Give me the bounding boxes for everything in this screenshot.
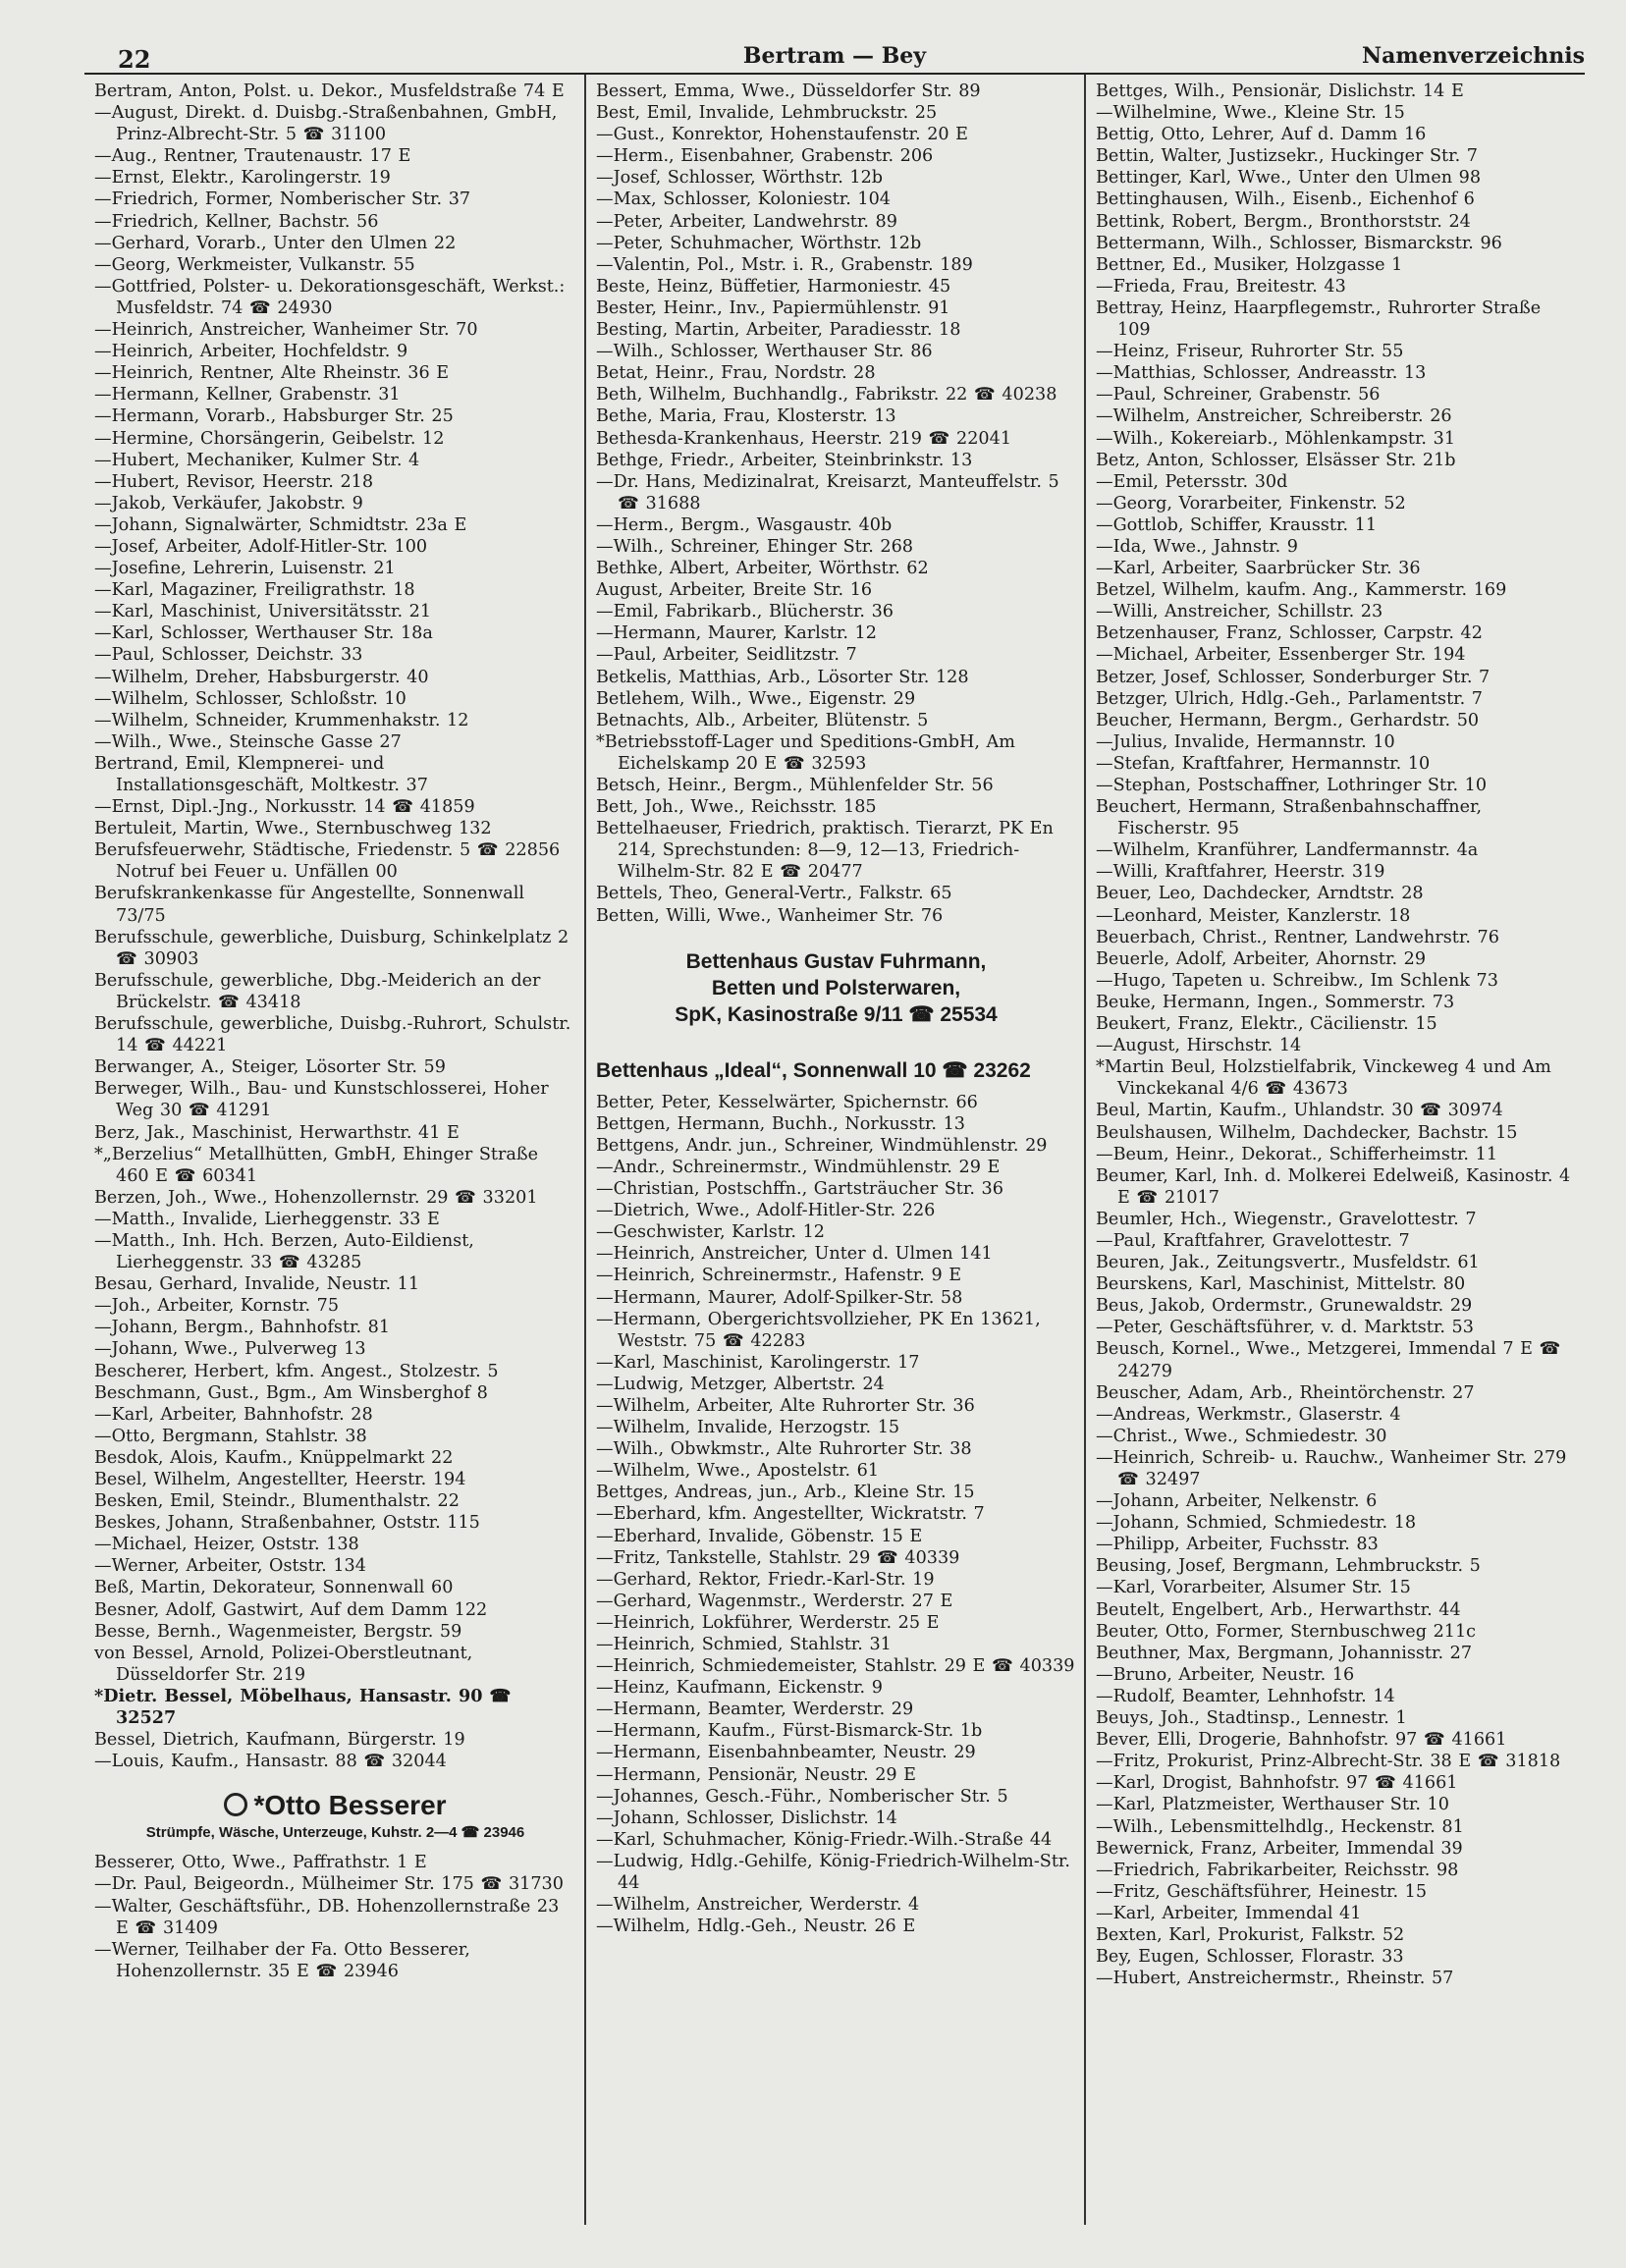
directory-entry: —Emil, Fabrikarb., Blücherstr. 36 bbox=[596, 602, 894, 622]
directory-entry: Betsch, Heinr., Bergm., Mühlenfelder Str. 56 bbox=[596, 776, 994, 795]
advertisement bbox=[94, 1790, 576, 1821]
directory-entry: —Philipp, Arbeiter, Fuchsstr. 83 bbox=[1096, 1535, 1379, 1555]
directory-entry: —Peter, Geschäftsführer, v. d. Marktstr. 53 bbox=[1096, 1318, 1474, 1338]
directory-entry: Bettermann, Wilh., Schlosser, Bismarckstr. 96 bbox=[1096, 233, 1502, 253]
directory-entry: Berufsfeuerwehr, Städtische, Friedenstr. 5 ☎ 22856 Notruf bei Feuer u. Unfällen 00 bbox=[94, 840, 561, 883]
directory-entry: Bettels, Theo, General-Vertr., Falkstr. 65 bbox=[596, 884, 952, 904]
directory-entry: —Ludwig, Metzger, Albertstr. 24 bbox=[596, 1374, 885, 1394]
directory-entry: Berz, Jak., Maschinist, Herwarthstr. 41 E bbox=[94, 1122, 460, 1143]
directory-entry: Beul, Martin, Kaufm., Uhlandstr. 30 ☎ 30974 bbox=[1096, 1101, 1503, 1121]
directory-entry: Betten, Willi, Wwe., Wanheimer Str. 76 bbox=[596, 905, 944, 926]
directory-entry: —Heinrich, Lokführer, Werderstr. 25 E bbox=[596, 1612, 940, 1633]
directory-entry: —Willi, Kraftfahrer, Heerstr. 319 bbox=[1096, 862, 1385, 883]
directory-entry: Bester, Heinr., Inv., Papiermühlenstr. 91 bbox=[596, 297, 950, 318]
directory-entry: —Paul, Schreiner, Grabenstr. 56 bbox=[1096, 385, 1381, 405]
directory-entry: Beus, Jakob, Ordermstr., Grunewaldstr. 29 bbox=[1096, 1296, 1473, 1317]
directory-entry: —Stephan, Postschaffner, Lothringer Str. 10 bbox=[1096, 776, 1488, 795]
directory-entry: Besting, Martin, Arbeiter, Paradiesstr. 18 bbox=[596, 320, 961, 341]
directory-entry: —Hubert, Mechaniker, Kulmer Str. 4 bbox=[94, 450, 420, 470]
directory-entry: Berufsschule, gewerbliche, Duisbg.-Ruhrort, Schulstr. 14 ☎ 44221 bbox=[94, 1014, 571, 1056]
directory-entry: Bettner, Ed., Musiker, Holzgasse 1 bbox=[1096, 254, 1403, 275]
brand-ring-icon bbox=[224, 1793, 247, 1816]
directory-entry: —Friedrich, Former, Nomberischer Str. 37 bbox=[94, 189, 471, 210]
directory-entry: —Hugo, Tapeten u. Schreibw., Im Schlenk 73 bbox=[1096, 970, 1498, 991]
directory-entry: —Fritz, Tankstelle, Stahlstr. 29 ☎ 40339 bbox=[596, 1547, 960, 1568]
directory-entry: —Heinrich, Schreib- u. Rauchw., Wanheimer Str. 279 ☎ 32497 bbox=[1096, 1447, 1567, 1489]
directory-entry: Beutelt, Engelbert, Arb., Herwarthstr. 44 bbox=[1096, 1599, 1461, 1620]
directory-entry: Beste, Heinz, Büffetier, Harmoniestr. 45 bbox=[596, 276, 951, 297]
directory-entry: *Dietr. Bessel, Möbelhaus, Hansastr. 90 ☎ 32527 bbox=[94, 1685, 512, 1729]
directory-entry: —Eberhard, Invalide, Göbenstr. 15 E bbox=[596, 1526, 923, 1546]
directory-entry: —Wilhelm, Schlosser, Schloßstr. 10 bbox=[94, 688, 406, 709]
directory-entry: Beuthner, Max, Bergmann, Johannisstr. 27 bbox=[1096, 1643, 1473, 1663]
directory-entry: —Heinz, Friseur, Ruhrorter Str. 55 bbox=[1096, 342, 1404, 362]
directory-entry: Beß, Martin, Dekorateur, Sonnenwall 60 bbox=[94, 1578, 454, 1598]
directory-entry: Betzel, Wilhelm, kaufm. Ang., Kammerstr. 169 bbox=[1096, 580, 1507, 601]
directory-entry: —Ernst, Dipl.-Jng., Norkusstr. 14 ☎ 41859 bbox=[94, 797, 475, 818]
directory-entry: —Wilhelm, Anstreicher, Schreiberstr. 26 bbox=[1096, 406, 1452, 427]
directory-entry: —Paul, Kraftfahrer, Gravelottestr. 7 bbox=[1096, 1230, 1410, 1251]
directory-entry: —Hubert, Revisor, Heerstr. 218 bbox=[94, 471, 374, 492]
page-number: 22 bbox=[118, 45, 151, 74]
directory-entry: —Andreas, Werkmstr., Glaserstr. 4 bbox=[1096, 1404, 1401, 1425]
directory-entry: Best, Emil, Invalide, Lehmbruckstr. 25 bbox=[596, 103, 938, 124]
directory-entry: August, Arbeiter, Breite Str. 16 bbox=[596, 580, 873, 601]
directory-entry: —Christian, Postschffn., Gartsträucher Str. 36 bbox=[596, 1179, 1003, 1200]
directory-entry: Bey, Eugen, Schlosser, Florastr. 33 bbox=[1096, 1947, 1404, 1968]
directory-entry: —Gerhard, Wagenmstr., Werderstr. 27 E bbox=[596, 1591, 953, 1611]
directory-entry: Berweger, Wilh., Bau- und Kunstschlosserei, Hoher Weg 30 ☎ 41291 bbox=[94, 1079, 549, 1121]
directory-entry: Besel, Wilhelm, Angestellter, Heerstr. 194 bbox=[94, 1470, 466, 1489]
directory-entry: —Josefine, Lehrerin, Luisenstr. 21 bbox=[94, 559, 396, 579]
directory-entry: —Gottfried, Polster- u. Dekorationsgeschäft, Werkst.: Musfeldstr. 74 ☎ 24930 bbox=[94, 276, 566, 318]
directory-entry: —Joh., Arbeiter, Kornstr. 75 bbox=[94, 1296, 340, 1317]
directory-entry: —Wilh., Lebensmittelhdlg., Heckenstr. 81 bbox=[1096, 1816, 1464, 1837]
directory-entry: Bettgens, Andr. jun., Schreiner, Windmühlenstr. 29 bbox=[596, 1135, 1048, 1156]
column-2 bbox=[584, 75, 1084, 2225]
directory-entry: —Johannes, Gesch.-Führ., Nomberischer Str. 5 bbox=[596, 1786, 1008, 1807]
directory-entry: —Walter, Geschäftsführ., DB. Hohenzollernstraße 23 E ☎ 31409 bbox=[94, 1896, 560, 1938]
directory-entry: Bever, Elli, Drogerie, Bahnhofstr. 97 ☎ 41661 bbox=[1096, 1730, 1507, 1751]
directory-entry: —Wilhelm, Invalide, Herzogstr. 15 bbox=[596, 1418, 900, 1438]
directory-entry: —Hubert, Anstreichermstr., Rheinstr. 57 bbox=[1096, 1969, 1454, 1989]
directory-entry: —Karl, Magaziner, Freiligrathstr. 18 bbox=[94, 580, 415, 601]
directory-entry: —Peter, Schuhmacher, Wörthstr. 12b bbox=[596, 233, 922, 253]
directory-entry: —Karl, Arbeiter, Saarbrücker Str. 36 bbox=[1096, 559, 1421, 579]
directory-entry: Betlehem, Wilh., Wwe., Eigenstr. 29 bbox=[596, 688, 916, 709]
directory-entry: —Ludwig, Hdlg.-Gehilfe, König-Friedrich-Wilhelm-Str. 44 bbox=[596, 1851, 1070, 1894]
directory-entry: —Friedrich, Fabrikarbeiter, Reichsstr. 98 bbox=[1096, 1860, 1459, 1880]
directory-entry: —Werner, Teilhaber der Fa. Otto Besserer, Hohenzollernstr. 35 E ☎ 23946 bbox=[94, 1939, 470, 1981]
directory-entry: Better, Peter, Kesselwärter, Spichernstr. 66 bbox=[596, 1092, 978, 1112]
directory-entry: Berufskrankenkasse für Angestellte, Sonnenwall 73/75 bbox=[94, 884, 524, 926]
directory-entry: —Johann, Wwe., Pulverweg 13 bbox=[94, 1339, 366, 1360]
directory-entry: —Hermann, Obergerichtsvollzieher, PK En 13621, Weststr. 75 ☎ 42283 bbox=[596, 1309, 1041, 1351]
directory-entry: —Heinrich, Schreinermstr., Hafenstr. 9 E bbox=[596, 1266, 962, 1286]
directory-entry: Bertrand, Emil, Klempnerei- und Installationsgeschäft, Moltkestr. 37 bbox=[94, 753, 428, 795]
directory-entry: *Betriebsstoff-Lager und Speditions-GmbH, Am Eichelskamp 20 E ☎ 32593 bbox=[596, 731, 1015, 774]
columns bbox=[84, 75, 1585, 2225]
directory-entry: —Fritz, Geschäftsführer, Heinestr. 15 bbox=[1096, 1881, 1428, 1902]
directory-entry: Betz, Anton, Schlosser, Elsässer Str. 21b bbox=[1096, 450, 1456, 470]
directory-entry: —Matthias, Schlosser, Andreasstr. 13 bbox=[1096, 363, 1427, 384]
directory-entry: —Max, Schlosser, Koloniestr. 104 bbox=[596, 189, 891, 210]
name-range: Bertram — Bey bbox=[742, 43, 927, 69]
directory-entry: Beth, Wilhelm, Buchhandlg., Fabrikstr. 22 ☎ 40238 bbox=[596, 385, 1057, 405]
directory-entry: Bettgen, Hermann, Buchh., Norkusstr. 13 bbox=[596, 1113, 965, 1134]
directory-entry: —Heinrich, Schmiedemeister, Stahlstr. 29 E ☎ 40339 bbox=[596, 1656, 1075, 1677]
directory-entry: Bewernick, Franz, Arbeiter, Immendal 39 bbox=[1096, 1838, 1463, 1859]
directory-entry: Beuke, Hermann, Ingen., Sommerstr. 73 bbox=[1096, 992, 1455, 1012]
directory-entry: —Eberhard, kfm. Angestellter, Wickratstr. 7 bbox=[596, 1504, 985, 1525]
directory-entry: Bethesda-Krankenhaus, Heerstr. 219 ☎ 22041 bbox=[596, 428, 1012, 449]
directory-entry: Bescherer, Herbert, kfm. Angest., Stolzestr. 5 bbox=[94, 1361, 499, 1381]
advertisement: Bettenhaus Gustav Fuhrmann, Betten und Polsterwaren, SpK, Kasinostraße 9/11 ☎ 25534 bbox=[675, 949, 998, 1026]
directory-entry: Besau, Gerhard, Invalide, Neustr. 11 bbox=[94, 1274, 420, 1295]
directory-entry: —Wilh., Kokereiarb., Möhlenkampstr. 31 bbox=[1096, 428, 1456, 449]
directory-entry: —Gerhard, Vorarb., Unter den Ulmen 22 bbox=[94, 233, 457, 253]
directory-entry: —Fritz, Prokurist, Prinz-Albrecht-Str. 38 E ☎ 31818 bbox=[1096, 1752, 1561, 1772]
directory-entry: —Wilh., Obwkmstr., Alte Ruhrorter Str. 38 bbox=[596, 1439, 972, 1460]
directory-entry: Beskes, Johann, Straßenbahner, Oststr. 115 bbox=[94, 1513, 480, 1534]
directory-entry: —Karl, Drogist, Bahnhofstr. 97 ☎ 41661 bbox=[1096, 1773, 1458, 1794]
directory-entry: —Louis, Kaufm., Hansastr. 88 ☎ 32044 bbox=[94, 1752, 447, 1772]
directory-entry: —Wilh., Schlosser, Werthauser Str. 86 bbox=[596, 342, 933, 362]
directory-entry: Bettink, Robert, Bergm., Bronthorststr. 24 bbox=[1096, 211, 1471, 232]
directory-entry: Beukert, Franz, Elektr., Cäcilienstr. 15 bbox=[1096, 1014, 1437, 1035]
directory-entry: —August, Hirschstr. 14 bbox=[1096, 1036, 1302, 1056]
directory-entry: Beumer, Karl, Inh. d. Molkerei Edelweiß, Kasinostr. 4 E ☎ 21017 bbox=[1096, 1165, 1571, 1208]
directory-entry: Beuer, Leo, Dachdecker, Arndtstr. 28 bbox=[1096, 884, 1424, 904]
directory-entry: —Dietrich, Wwe., Adolf-Hitler-Str. 226 bbox=[596, 1201, 936, 1221]
directory-entry: Bexten, Karl, Prokurist, Falkstr. 52 bbox=[1096, 1924, 1405, 1945]
column-1 bbox=[84, 75, 584, 2225]
directory-entry: —Valentin, Pol., Mstr. i. R., Grabenstr. 189 bbox=[596, 254, 973, 275]
directory-entry: Beschmann, Gust., Bgm., Am Winsberghof 8 bbox=[94, 1382, 488, 1403]
directory-entry: —Karl, Schlosser, Werthauser Str. 18a bbox=[94, 623, 433, 644]
directory-entry: Beuter, Otto, Former, Sternbuschweg 211c bbox=[1096, 1621, 1477, 1642]
directory-entry: Betzenhauser, Franz, Schlosser, Carpstr. 42 bbox=[1096, 623, 1483, 644]
directory-entry: —Andr., Schreinermstr., Windmühlenstr. 29 E bbox=[596, 1157, 1001, 1177]
directory-entry: —Hermann, Eisenbahnbeamter, Neustr. 29 bbox=[596, 1743, 976, 1763]
directory-entry: Bethge, Friedr., Arbeiter, Steinbrinkstr. 13 bbox=[596, 450, 973, 470]
directory-entry: —Wilhelmine, Wwe., Kleine Str. 15 bbox=[1096, 103, 1405, 124]
directory-entry: —Josef, Schlosser, Wörthstr. 12b bbox=[596, 168, 884, 189]
directory-entry: —Jakob, Verkäufer, Jakobstr. 9 bbox=[94, 493, 363, 513]
directory-entry: —Dr. Paul, Beigeordn., Mülheimer Str. 175 ☎ 31730 bbox=[94, 1874, 564, 1895]
directory-entry: —Karl, Arbeiter, Bahnhofstr. 28 bbox=[94, 1404, 373, 1425]
directory-entry: Betkelis, Matthias, Arb., Lösorter Str. 128 bbox=[596, 667, 969, 687]
directory-entry: —Ernst, Elektr., Karolingerstr. 19 bbox=[94, 168, 391, 189]
directory-entry: —Gerhard, Rektor, Friedr.-Karl-Str. 19 bbox=[596, 1569, 935, 1590]
directory-entry: —August, Direkt. d. Duisbg.-Straßenbahnen, GmbH, Prinz-Albrecht-Str. 5 ☎ 31100 bbox=[94, 103, 558, 145]
directory-entry: Beurskens, Karl, Maschinist, Mittelstr. 80 bbox=[1096, 1274, 1466, 1295]
directory-entry: —Matth., Inh. Hch. Berzen, Auto-Eildienst, Lierheggenstr. 33 ☎ 43285 bbox=[94, 1230, 474, 1273]
directory-entry: Beuys, Joh., Stadtinsp., Lennestr. 1 bbox=[1096, 1708, 1407, 1729]
page-header bbox=[84, 37, 1585, 74]
directory-entry: —Otto, Bergmann, Stahlstr. 38 bbox=[94, 1426, 367, 1446]
directory-entry: —Heinrich, Arbeiter, Hochfeldstr. 9 bbox=[94, 342, 408, 362]
directory-entry: —Rudolf, Beamter, Lehnhofstr. 14 bbox=[1096, 1686, 1395, 1706]
directory-entry: —Dr. Hans, Medizinalrat, Kreisarzt, Manteuffelstr. 5 ☎ 31688 bbox=[596, 471, 1059, 513]
directory-entry: von Bessel, Arnold, Polizei-Oberstleutnant, Düsseldorfer Str. 219 bbox=[94, 1643, 473, 1685]
directory-entry: —Stefan, Kraftfahrer, Hermannstr. 10 bbox=[1096, 753, 1431, 774]
directory-entry: —Johann, Arbeiter, Nelkenstr. 6 bbox=[1096, 1491, 1378, 1512]
directory-entry: Beuchert, Hermann, Straßenbahnschaffner, Fischerstr. 95 bbox=[1096, 797, 1483, 839]
directory-entry: —Hermine, Chorsängerin, Geibelstr. 12 bbox=[94, 428, 445, 449]
directory-entry: —Karl, Schuhmacher, König-Friedr.-Wilh.-Straße 44 bbox=[596, 1829, 1053, 1850]
directory-entry: Bettges, Andreas, jun., Arb., Kleine Str. 15 bbox=[596, 1483, 975, 1503]
column-3 bbox=[1084, 75, 1584, 2225]
directory-entry: —Heinrich, Schmied, Stahlstr. 31 bbox=[596, 1635, 892, 1654]
directory-entry: —Hermann, Maurer, Adolf-Spilker-Str. 58 bbox=[596, 1287, 963, 1308]
directory-entry: Betnachts, Alb., Arbeiter, Blütenstr. 5 bbox=[596, 710, 929, 730]
directory-entry: —Karl, Maschinist, Karolingerstr. 17 bbox=[596, 1352, 920, 1373]
directory-entry: —Werner, Arbeiter, Oststr. 134 bbox=[94, 1556, 366, 1577]
directory-entry: —Michael, Heizer, Oststr. 138 bbox=[94, 1535, 359, 1555]
directory-entry: Besserer, Otto, Wwe., Paffrathstr. 1 E bbox=[94, 1853, 427, 1873]
directory-entry: —Wilh., Schreiner, Ehinger Str. 268 bbox=[596, 536, 913, 557]
directory-entry: —Wilhelm, Wwe., Apostelstr. 61 bbox=[596, 1461, 880, 1482]
advertisement: Strümpfe, Wäsche, Unterzeuge, Kuhstr. 2—4 ☎ 23946 bbox=[145, 1824, 525, 1842]
directory-entry: —Hermann, Kaufm., Fürst-Bismarck-Str. 1b bbox=[596, 1721, 983, 1742]
directory-entry: Betat, Heinr., Frau, Nordstr. 28 bbox=[596, 363, 876, 384]
directory-entry: *Martin Beul, Holzstielfabrik, Vinckeweg 4 und Am Vinckekanal 4/6 ☎ 43673 bbox=[1096, 1057, 1551, 1100]
directory-entry: Bettray, Heinz, Haarpflegemstr., Ruhrorter Straße 109 bbox=[1096, 297, 1542, 341]
directory-entry: Bettinghausen, Wilh., Eisenb., Eichenhof 6 bbox=[1096, 189, 1475, 210]
directory-entry: Bessel, Dietrich, Kaufmann, Bürgerstr. 19 bbox=[94, 1730, 465, 1751]
directory-entry: —Johann, Bergm., Bahnhofstr. 81 bbox=[94, 1318, 391, 1338]
directory-entry: —Peter, Arbeiter, Landwehrstr. 89 bbox=[596, 211, 897, 232]
advertisement-name: *Otto Besserer bbox=[253, 1790, 447, 1821]
directory-entry: —Hermann, Pensionär, Neustr. 29 E bbox=[596, 1764, 917, 1785]
directory-entry: —Leonhard, Meister, Kanzlerstr. 18 bbox=[1096, 905, 1411, 926]
directory-entry: —Julius, Invalide, Hermannstr. 10 bbox=[1096, 731, 1395, 752]
directory-entry: —Paul, Arbeiter, Seidlitzstr. 7 bbox=[596, 645, 857, 666]
directory-entry: —Heinrich, Anstreicher, Unter d. Ulmen 141 bbox=[596, 1244, 993, 1265]
directory-entry: Betzger, Ulrich, Hdlg.-Geh., Parlamentstr. 7 bbox=[1096, 688, 1483, 709]
directory-entry: —Gottlob, Schiffer, Krausstr. 11 bbox=[1096, 514, 1378, 535]
directory-entry: —Heinrich, Rentner, Alte Rheinstr. 36 E bbox=[94, 363, 450, 384]
directory-entry: Betzer, Josef, Schlosser, Sonderburger Str. 7 bbox=[1096, 667, 1490, 687]
directory-entry: —Friedrich, Kellner, Bachstr. 56 bbox=[94, 211, 379, 232]
directory-entry: —Heinrich, Anstreicher, Wanheimer Str. 70 bbox=[94, 320, 478, 341]
directory-entry: —Ida, Wwe., Jahnstr. 9 bbox=[1096, 536, 1298, 557]
directory-entry: —Hermann, Vorarb., Habsburger Str. 25 bbox=[94, 406, 454, 427]
directory-entry: Beuerbach, Christ., Rentner, Landwehrstr. 76 bbox=[1096, 927, 1499, 947]
directory-entry: Besse, Bernh., Wagenmeister, Bergstr. 59 bbox=[94, 1621, 462, 1642]
directory-entry: Beulshausen, Wilhelm, Dachdecker, Bachstr. 15 bbox=[1096, 1122, 1518, 1143]
directory-entry: —Heinz, Kaufmann, Eickenstr. 9 bbox=[596, 1678, 883, 1699]
directory-entry: *„Berzelius“ Metallhütten, GmbH, Ehinger Straße 460 E ☎ 60341 bbox=[94, 1144, 539, 1186]
directory-entry: Bettinger, Karl, Wwe., Unter den Ulmen 98 bbox=[1096, 168, 1482, 189]
directory-entry: Bettges, Wilh., Pensionär, Dislichstr. 14 E bbox=[1096, 81, 1464, 101]
directory-entry: —Karl, Arbeiter, Immendal 41 bbox=[1096, 1903, 1362, 1923]
directory-entry: —Johann, Signalwärter, Schmidtstr. 23a E bbox=[94, 514, 467, 535]
directory-entry: —Wilhelm, Arbeiter, Alte Ruhrorter Str. 36 bbox=[596, 1395, 975, 1416]
directory-entry: —Georg, Vorarbeiter, Finkenstr. 52 bbox=[1096, 493, 1406, 513]
directory-entry: —Willi, Anstreicher, Schillstr. 23 bbox=[1096, 602, 1383, 622]
directory-entry: Bett, Joh., Wwe., Reichsstr. 185 bbox=[596, 797, 877, 818]
directory-entry: —Wilhelm, Kranführer, Landfermannstr. 4a bbox=[1096, 840, 1479, 861]
directory-entry: —Hermann, Maurer, Karlstr. 12 bbox=[596, 623, 877, 644]
directory-entry: —Beum, Heinr., Dekorat., Schifferheimstr. 11 bbox=[1096, 1144, 1498, 1164]
directory-entry: Beumler, Hch., Wiegenstr., Gravelottestr. 7 bbox=[1096, 1209, 1477, 1229]
directory-entry: Beucher, Hermann, Bergm., Gerhardstr. 50 bbox=[1096, 710, 1480, 730]
directory-entry: —Wilhelm, Dreher, Habsburgerstr. 40 bbox=[94, 667, 429, 687]
directory-entry: Bettin, Walter, Justizsekr., Huckinger Str. 7 bbox=[1096, 146, 1478, 167]
directory-entry: —Gust., Konrektor, Hohenstaufenstr. 20 E bbox=[596, 125, 969, 145]
directory-entry: Beuscher, Adam, Arb., Rheintörchenstr. 27 bbox=[1096, 1382, 1475, 1403]
directory-entry: —Matth., Invalide, Lierheggenstr. 33 E bbox=[94, 1209, 440, 1229]
directory-entry: Beusch, Kornel., Wwe., Metzgerei, Immendal 7 E ☎ 24279 bbox=[1096, 1339, 1561, 1381]
directory-entry: —Wilhelm, Schneider, Krummenhakstr. 12 bbox=[94, 710, 469, 730]
directory-entry: —Geschwister, Karlstr. 12 bbox=[596, 1222, 825, 1243]
directory-entry: Besken, Emil, Steindr., Blumenthalstr. 22 bbox=[94, 1491, 460, 1512]
directory-entry: —Karl, Platzmeister, Werthauser Str. 10 bbox=[1096, 1795, 1449, 1815]
directory-entry: —Karl, Vorarbeiter, Alsumer Str. 15 bbox=[1096, 1578, 1411, 1598]
directory-entry: Berufsschule, gewerbliche, Duisburg, Schinkelplatz 2 ☎ 30903 bbox=[94, 927, 569, 969]
directory-entry: —Johann, Schlosser, Dislichstr. 14 bbox=[596, 1808, 897, 1828]
directory-entry: Bethe, Maria, Frau, Klosterstr. 13 bbox=[596, 406, 896, 427]
directory-entry: Beusing, Josef, Bergmann, Lehmbruckstr. 5 bbox=[1096, 1556, 1481, 1577]
directory-entry: Beuren, Jak., Zeitungsvertr., Musfeldstr. 61 bbox=[1096, 1253, 1480, 1273]
directory-entry: Besdok, Alois, Kaufm., Knüppelmarkt 22 bbox=[94, 1447, 454, 1468]
directory-entry: —Wilhelm, Anstreicher, Werderstr. 4 bbox=[596, 1895, 920, 1916]
directory-entry: —Herm., Eisenbahner, Grabenstr. 206 bbox=[596, 146, 934, 167]
directory-entry: —Herm., Bergm., Wasgaustr. 40b bbox=[596, 514, 893, 535]
directory-entry: Berufsschule, gewerbliche, Dbg.-Meiderich an der Brückelstr. ☎ 43418 bbox=[94, 970, 541, 1012]
directory-entry: Bethke, Albert, Arbeiter, Wörthstr. 62 bbox=[596, 559, 929, 579]
directory-entry: Berzen, Joh., Wwe., Hohenzollernstr. 29 ☎ 33201 bbox=[94, 1187, 538, 1208]
directory-entry: —Georg, Werkmeister, Vulkanstr. 55 bbox=[94, 254, 415, 275]
directory-entry: Bertram, Anton, Polst. u. Dekor., Musfeldstraße 74 E bbox=[94, 81, 565, 101]
directory-entry: —Bruno, Arbeiter, Neustr. 16 bbox=[1096, 1664, 1355, 1685]
directory-entry: Beuerle, Adolf, Arbeiter, Ahornstr. 29 bbox=[1096, 948, 1427, 969]
directory-entry: —Wilh., Wwe., Steinsche Gasse 27 bbox=[94, 731, 402, 752]
directory-entry: Bertuleit, Martin, Wwe., Sternbuschweg 132 bbox=[94, 819, 492, 839]
section-title: Namenverzeichnis bbox=[1362, 43, 1585, 69]
directory-entry: —Frieda, Frau, Breitestr. 43 bbox=[1096, 276, 1346, 297]
directory-entry: —Michael, Arbeiter, Essenberger Str. 194 bbox=[1096, 645, 1466, 666]
directory-entry: —Wilhelm, Hdlg.-Geh., Neustr. 26 E bbox=[596, 1917, 916, 1937]
directory-entry: —Hermann, Kellner, Grabenstr. 31 bbox=[94, 385, 401, 405]
directory-entry: —Karl, Maschinist, Universitätsstr. 21 bbox=[94, 602, 432, 622]
directory-entry: —Aug., Rentner, Trautenaustr. 17 E bbox=[94, 146, 411, 167]
directory-entry: Berwanger, A., Steiger, Lösorter Str. 59 bbox=[94, 1057, 446, 1078]
directory-entry: —Hermann, Beamter, Werderstr. 29 bbox=[596, 1700, 914, 1720]
advertisement: Bettenhaus „Ideal“, Sonnenwall 10 ☎ 23262 bbox=[596, 1058, 1031, 1082]
directory-entry: Bettelhaeuser, Friedrich, praktisch. Tierarzt, PK En 214, Sprechstunden: 8—9, 12—13, Friedrich-Wilhelm-Str. 82 E ☎ 20477 bbox=[596, 819, 1054, 883]
directory-entry: —Christ., Wwe., Schmiedestr. 30 bbox=[1096, 1426, 1387, 1446]
directory-entry: Bettig, Otto, Lehrer, Auf d. Damm 16 bbox=[1096, 125, 1427, 145]
directory-entry: —Emil, Petersstr. 30d bbox=[1096, 471, 1288, 492]
directory-entry: Bessert, Emma, Wwe., Düsseldorfer Str. 89 bbox=[596, 81, 981, 101]
directory-entry: —Josef, Arbeiter, Adolf-Hitler-Str. 100 bbox=[94, 536, 428, 557]
directory-entry: Besner, Adolf, Gastwirt, Auf dem Damm 122 bbox=[94, 1599, 488, 1620]
directory-entry: —Paul, Schlosser, Deichstr. 33 bbox=[94, 645, 363, 666]
directory-entry: —Johann, Schmied, Schmiedestr. 18 bbox=[1096, 1513, 1417, 1534]
